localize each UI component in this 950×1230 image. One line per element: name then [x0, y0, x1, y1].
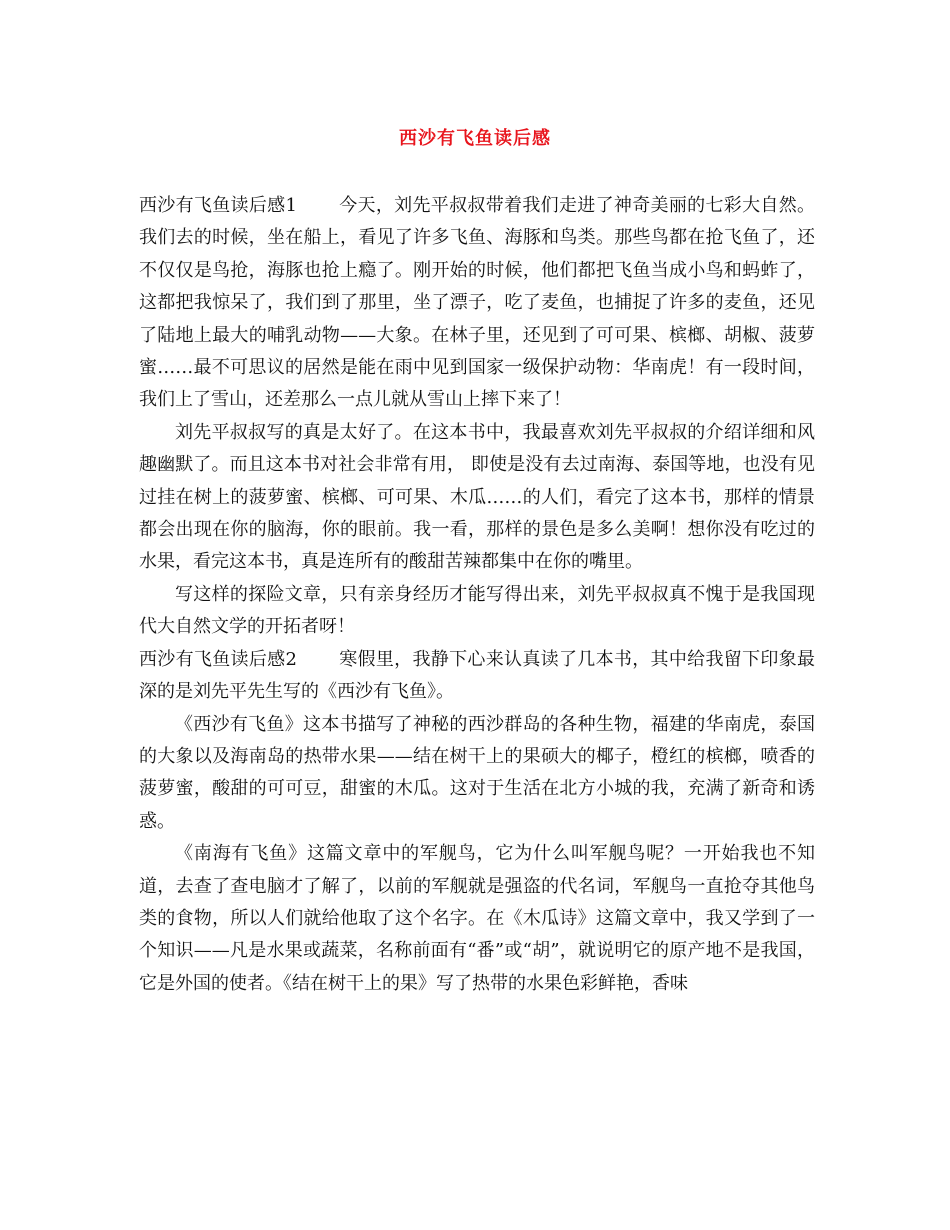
- paragraph-3: [139, 579, 815, 644]
- paragraph-text: 《南海有飞鱼》这篇文章中的军舰鸟，它为什么叫军舰鸟呢？一开始我也不知道，去查了查电脑才了解了，以前的军舰就是强盗的代名词，军舰鸟一直抢夺其他鸟类的食物，所以人们就给他取了这个名字。在《木瓜诗》这篇文章中，我又学到了一个知识——凡是水果或蔬菜，名称前面有“番”或“胡”，就说明它的原产地不是我国，它是外国的使者。《结在树干上的果》写了热带的水果色彩鲜艳，香味: [139, 843, 815, 994]
- paragraph-6: [139, 838, 815, 1000]
- paragraph-text: 《西沙有飞鱼》这本书描写了神秘的西沙群岛的各种生物，福建的华南虎，泰国的大象以及海南岛的热带水果——结在树干上的果硕大的椰子，橙红的槟榔，喷香的菠萝蜜，酸甜的可可豆，甜蜜的木瓜。这对于生活在北方小城的我，充满了新奇和诱惑。: [139, 713, 815, 832]
- paragraph-4: [139, 644, 815, 709]
- paragraph-text: 写这样的探险文章，只有亲身经历才能写得出来，刘先平叔叔真不愧于是我国现代大自然文学的开拓者呀！: [139, 583, 815, 638]
- paragraph-text: 寒假里，我静下心来认真读了几本书，其中给我留下印象最深的是刘先平先生写的《西沙有飞鱼》。: [139, 648, 816, 703]
- document-body: [139, 190, 815, 1000]
- paragraph-2: [139, 417, 815, 579]
- paragraph-text: 刘先平叔叔写的真是太好了。在这本书中，我最喜欢刘先平叔叔的介绍详细和风趣幽默了。而且这本书对社会非常有用， 即使是没有去过南海、泰国等地，也没有见过挂在树上的菠萝蜜、槟榔、可可果、木瓜……的人们，看完了这本书，那样的情景都会出现在你的脑海，你的眼前。我一看，那样的景色是多么美啊！想你没有吃过的水果，看完这本书，真是连所有的酸甜苦辣都集中在你的嘴里。: [139, 421, 815, 573]
- section-heading-2: 西沙有飞鱼读后感2: [139, 648, 297, 670]
- section-heading-1: 西沙有飞鱼读后感1: [139, 195, 297, 216]
- paragraph-5: [139, 709, 815, 839]
- document-title: 西沙有飞鱼读后感: [399, 128, 551, 149]
- paragraph-text: 今天，刘先平叔叔带着我们走进了神奇美丽的七彩大自然。 我们去的时候，坐在船上，看见了许多飞鱼、海豚和鸟类。那些鸟都在抢飞鱼了，还不仅仅是鸟抢，海豚也抢上瘾了。刚开始的时候，他们都把飞鱼当成小鸟和蚂蚱了，这都把我惊呆了，我们到了那里，坐了漂子，吃了麦鱼，也捕捉了许多的麦鱼，还见了陆地上最大的哺乳动物——大象。在林子里，还见到了可可果、槟榔、胡椒、菠萝蜜……最不可思议的居然是能在雨中见到国家一级保护动物：华南虎！有一段时间，我们上了雪山，还差那么一点儿就从雪山上摔下来了！: [139, 195, 816, 411]
- paragraph-1: [139, 190, 815, 417]
